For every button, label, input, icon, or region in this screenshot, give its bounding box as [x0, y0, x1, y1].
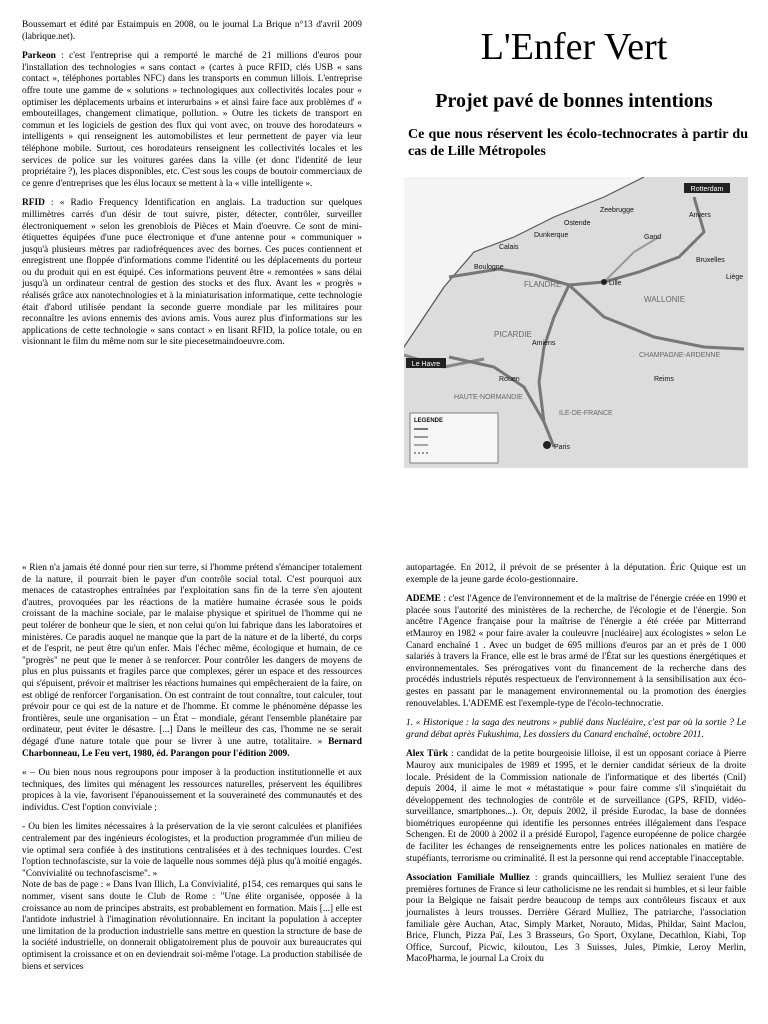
label-le-havre: Le Havre: [411, 361, 441, 368]
ademe-text: : c'est l'Agence de l'environnement et de la maîtrise de l'énergie créée en 1990 et placée sous l'autorité des ministères de la recherche, de l'écologie et de l'énergie. Son ancêtre l'Agence française pour la maîtrise de l'énergie a été créée par Mitterrand etMauroy en 1982 « pour faire avaler la couleuvre [nucléaire] aux écologistes » selon Le Canard enchaîné 1 . Avec un budget de 695 millions d'euros par an et près de 1 000 salariés à travers la France, elle est le bras armé de l'État sur les questions énergétiques et environnementales. Ses prérogatives vont du financement de la recherche dans des procédés industriels réputés respectueux de l'environnement à la sensibilisation aux éco- gestes en passant par le management environnemental ou la promotion des énergies renouvelables. L'ADEME est l'exemple-type de l'écolo-technocratie.: [406, 594, 746, 709]
label-liege: Liège: [726, 274, 744, 281]
mulliez-entry: [406, 873, 746, 966]
label-anvers: Anvers: [689, 212, 711, 219]
turk-term: Alex Türk: [406, 749, 448, 760]
rfid-term: RFID: [22, 198, 45, 209]
region-haute-normandie: HAUTE-NORMANDIE: [454, 394, 523, 401]
rfid-text: : « Radio Frequency Identification en anglais. La traduction sur quelques millimètres carrés d'un désir de tout suivre, pister, détecter, contrôler, surveiller électroniquement » selon les grenoblois de Pièces et Main d'oeuvre. Ce sont de mini-étiquettes équipées d'une puce électronique et d'une antenne pour « communiquer » jusqu'à plusieurs mètres par radiofréquences avec des bornes. Ces puces contiennent et enregistrent une floppée d'informations comme l'identité ou les déplacements du porteur ou du produit qui en est équipé. Ces informations peuvent être « remontées » sans délai jusqu'à un ordinateur central de gestion des stocks et des flux. Avant les « progrès » réalisés grâce aux nanotechnologies et à la miniaturisation informatique, cette technologie était d'abord utilisée pendant la seconde guerre mondiale par les militaires pour reconnaître les avions ennemis des avions amis. Vous aurez plus d'informations sur les applications de cette technologie « sans contact » en lisant RFID, la police totale, ou en visionnant le film du même nom sur le site piecesetmaindoeuvre.com.: [22, 198, 362, 348]
city-lille: [601, 279, 607, 285]
label-reims: Reims: [654, 376, 674, 383]
page-title: L'Enfer Vert: [480, 26, 668, 68]
lille-metropole-map: [404, 177, 748, 468]
rfid-entry: [22, 198, 362, 349]
legend-title: LEGENDE: [414, 418, 444, 424]
intro-paragraph: Boussemart et édité par Estaimpuis en 2008, ou le journal La Brique n°13 d'avril 2009 (labrique.net).: [22, 20, 362, 42]
ademe-term: ADEME: [406, 594, 441, 605]
parkeon-text: : c'est l'entreprise qui a remporté le marché de 21 millions d'euros pour l'installation des technologies « sans contact » (cartes à puce RFID, clés USB « sans contact », téléphones portables NFC) dans les transports en commun lillois. L'entreprise offre toute une gamme de « solutions » technologiques aux collectivités locales pour « optimiser les déplacements urbains et interurbains » et ainsi faire face aux problèmes d' « embouteillages, changement climatique, pollution. » Outre les tickets de transport en commun et les logiciels de gestion des flux qui vont avec, on trouve des horodateurs « intelligents » qui renseignent les automobilistes et leur permettent de payer via leur téléphone mobile. Surtout, ces horodateurs renseignent les collectivités locales et les services de police sur les voitures garées dans la ville (et donc l'identité de leur propriétaire ?), les places disponibles, etc. C'est sous les coups de boutoir commerciaux de ce genre d'entreprises que les élus locaux se mettent à la « ville intelligente ».: [22, 51, 362, 189]
city-paris: [543, 441, 551, 449]
top-left-column: [22, 20, 362, 357]
label-dunkerque: Dunkerque: [534, 232, 569, 239]
region-champagne-ardenne: CHAMPAGNE-ARDENNE: [639, 352, 721, 359]
quote-source: Bernard Charbonneau, Le Feu vert, 1980, éd. Parangon pour l'édition 2009.: [22, 736, 362, 759]
mulliez-term: Association Familiale Mulliez: [406, 873, 530, 884]
label-ostende: Ostende: [564, 220, 591, 227]
region-wallonie: WALLONIE: [644, 295, 686, 304]
parkeon-term: Parkeon: [22, 51, 56, 62]
bottom-right-column: [406, 563, 746, 974]
ademe-footnote: 1. « Historique : la saga des neutrons » publié dans Nucléaire, c'est par où la sortie ? Le grand débat après Fukushima, Les dossiers du Canard enchaîné, octobre 2011.: [406, 718, 746, 740]
header-block: [400, 28, 748, 160]
ademe-entry: [406, 594, 746, 710]
label-amiens: Amiens: [532, 340, 556, 347]
bottom-left-column: [22, 563, 362, 981]
page-deck: Ce que nous réservent les écolo-technocrates à partir du cas de Lille Métropoles: [408, 127, 748, 159]
label-bruxelles: Bruxelles: [696, 257, 725, 264]
quote-text: « Rien n'a jamais été donné pour rien sur terre, si l'homme prétend s'émanciper totalement de la nature, il pourrait bien le payer d'un contrôle social total. C'est pourquoi aux menaces de catastrophes entraînées par l'exploitation sans fin de la terre s'en ajoutent d'autres, provoquées par les réactions de la matière humaine écrasée sous le poids croissant de la machine sociale, par le malaise physique et spirituel de l'homme qui ne peut tolérer de bonheur que le sien, et non celui qu'on lui fabrique dans les laboratoires et ministères. Ce paradis auquel ne manque que la part de la nature et de la liberté, du corps et de l'esprit, ne peut être qu'un enfer. Mais l'échec même, écologique et humain, de ce "progrès" ne peut que le mener à se renforcer. Pour contrôler les dangers de moyens de plus en plus puissants et fragiles parce que complexes, gérer un espace et des ressources qui s'épuisent, prévoir et maîtriser les réactions humaines qui empêcheraient de la faire, on est obligé de renforcer l'organisation. On est contraint de tout connaître, tout calculer, tout prévoir pour ce qui est de la nature et de l'homme. Et comme le phénomène dépasse les frontières, seule une organisation – un État – mondiale, gérant l'ensemble planétaire par ordinateur, peut éviter le désastre. [...] Dans le meilleur des cas, l'homme ne se serait dégagé d'une nature totale que pour se livrer à une autre, totalitaire. »: [22, 563, 362, 747]
turk-entry: [406, 749, 746, 865]
label-lille: Lille: [609, 280, 622, 287]
label-gand: Gand: [644, 234, 662, 241]
label-zeebrugge: Zeebrugge: [600, 207, 634, 214]
region-flandre: FLANDRE: [524, 280, 562, 289]
map-svg: [404, 177, 748, 468]
charbonneau-quote: [22, 563, 362, 760]
parkeon-entry: [22, 51, 362, 190]
mulliez-text: : grands quincailliers, les Mulliez seraient l'une des premières fortunes de France si leur catholicisme ne les rendait si humbles, et si leur faible pour la Belgique ne faisait perdre beaucoup de temps aux contrôleurs fiscaux et aux journalistes à leurs trousses. Derrière Gérard Mulliez, The patriarche, l'association familiale gère Auchan, Atac, Simply Market, Norauto, Midas, Phildar, Saint Maclou, Brice, Flunch, Pizza Paï, Les 3 Brasseurs, Go Sport, Oxylane, Decathlon, Kiabi, Top Office, Surcouf, Picwic, kiloutou, Les 3 Suisses, Jules, Pimkie, Leroy Merlin, MacoPharma, le journal La Croix du: [406, 873, 746, 965]
quique-paragraph: autopartagée. En 2012, il prévoit de se présenter à la députation. Éric Quique est un exemple de la jeune garde écolo-gestionnaire.: [406, 563, 746, 585]
turk-text: : candidat de la petite bourgeoisie lilloise, il est un opposant coriace à Pierre Mauroy aux municipales de 1989 et 1995, et le dernier candidat sérieux de la droite locale. Président de la Commission nationale de l'informatique et des libertés (Cnil) depuis 2004, il aime le mot « métastatique » pour faire comme s'il s'inquiétait du développement des technologies de contrôle et de surveillance (GPS, RFID, vidéo- surveillance, smartphones...). Or, depuis 2002, il préside Eurodac, la base de données biométriques européenne qui identifie les personnes entrées illégalement dans l'espace Schengen. Et de 2000 à 2002 il a présidé Europol, l'agence européenne de police chargée de faciliter les échanges de renseignements entre les polices nationales en matière de stupéfiants, terrorisme ou criminalité. Il est la personne qui rend acceptable l'inacceptable.: [406, 749, 746, 864]
label-calais: Calais: [499, 244, 519, 251]
label-paris: Paris: [554, 444, 570, 451]
label-rotterdam: Rotterdam: [690, 186, 724, 193]
region-ile-de-france: ILE-DE-FRANCE: [559, 410, 613, 417]
option-conviviale: « – Ou bien nous nous regroupons pour imposer à la production institutionnelle et aux techniques, des limites qui ménagent les ressources naturelles, préservent les équilibres propices à la vie, favorisent l'épanouissement et la souveraineté des communautés et des individus. C'est l'option conviviale ;: [22, 768, 362, 813]
page-subtitle: Projet pavé de bonnes intentions: [435, 90, 713, 112]
label-boulogne: Boulogne: [474, 264, 504, 271]
option-technofasciste: - Ou bien les limites nécessaires à la préservation de la vie seront calculées et planifiées centralement par des ingénieurs écologistes, et la production programmée d'un milieu de vie optimal sera confiée à des institutions centralisées et à des techniques lourdes. C'est l'option technofasciste, sur la voie de laquelle nous sommes déjà plus qu'à moitié engagés. "Convivialité ou technofascisme". »: [22, 822, 362, 879]
illich-footnote: Note de bas de page : « Dans Ivan Illich, La Convivialité, p154, ces remarques qui sans le nommer, visent sans doute le Club de Rome : "Une élite organisée, opposée à la croissance au nom de principes abstraits, est probablement en formation. Mais [...] elle est l'antidote industriel à l'imagination révolutionnaire. En incitant la population à accepter une limitation de la production industrielle sans mettre en question la structure de base de la société industrielle, on donnerait obligatoirement plus de pouvoir aux bureaucrates qui optimisent la croissance et on en deviendrait soi-même l'otage. La production stabilisée de biens et services: [22, 880, 362, 972]
label-rouen: Rouen: [499, 376, 520, 383]
region-picardie: PICARDIE: [494, 330, 532, 339]
